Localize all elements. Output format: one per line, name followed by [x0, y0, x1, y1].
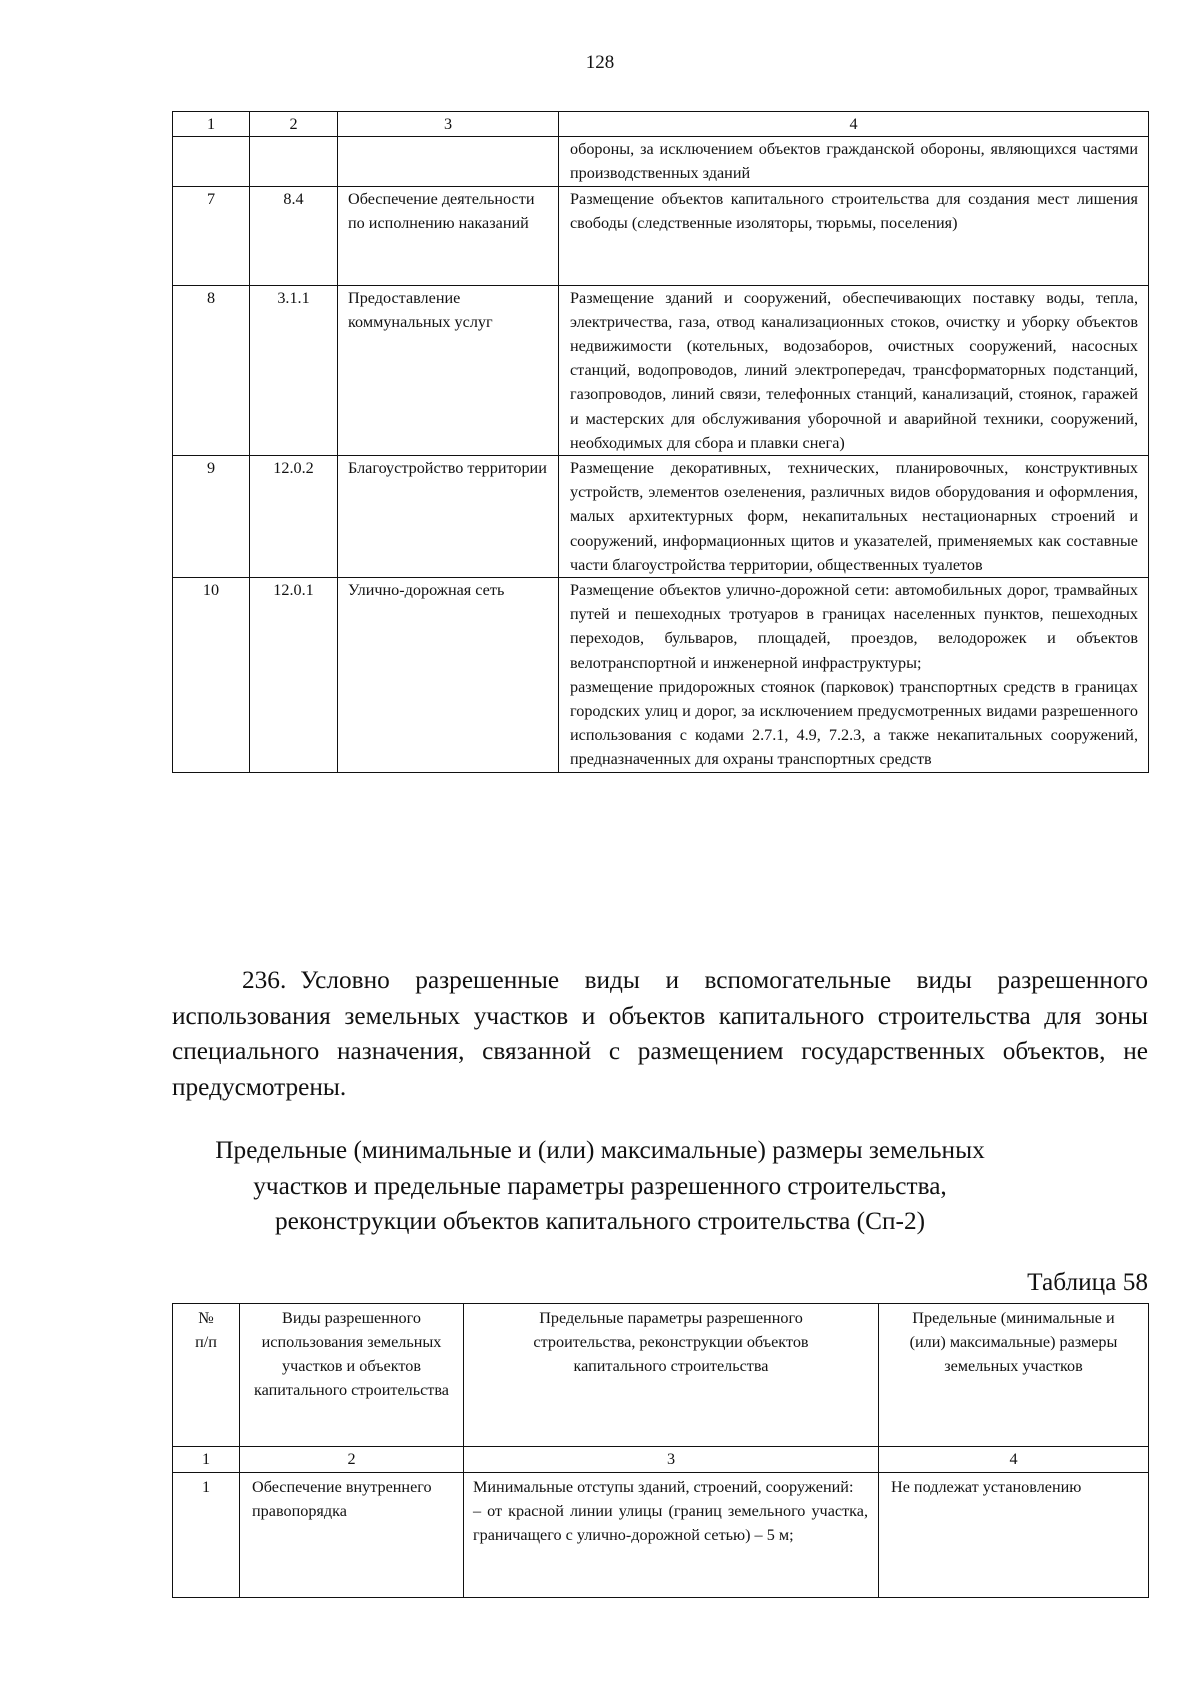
table-title-line-3: реконструкции объектов капитального строительства (Сп-2) — [274, 1207, 926, 1235]
header-number — [173, 1304, 240, 1447]
table-title — [0, 1133, 1200, 1240]
land-use-table-continued — [172, 111, 1149, 773]
row-name: Обеспечение деятельности по исполнению наказаний — [338, 186, 559, 285]
row-code — [250, 137, 338, 186]
row-code: 12.0.2 — [250, 456, 338, 578]
row-name: Предоставление коммунальных услуг — [338, 285, 559, 455]
header-use-types: Виды разрешенного использования земельных участков и объектов капитального строительства — [240, 1304, 464, 1447]
row-name: Улично-дорожная сеть — [338, 578, 559, 773]
table-row — [173, 137, 1149, 186]
header-cell-1: 1 — [173, 112, 250, 137]
row-params-line-2: – от красной линии улицы (границ земельного участка, граничащего с улично-дорожной сетью) – 5 м; — [473, 1502, 868, 1544]
column-number-2: 2 — [240, 1447, 464, 1473]
table-title-line-2: участков и предельные параметры разрешенного строительства, — [253, 1171, 947, 1200]
row-plot-sizes: Не подлежат установлению — [879, 1473, 1149, 1598]
table-number-row — [173, 1447, 1149, 1473]
row-description: обороны, за исключением объектов гражданской обороны, являющихся частями производственных зданий — [559, 137, 1149, 186]
header-number-line-1: № — [198, 1309, 214, 1327]
paragraph-236 — [172, 963, 1148, 1105]
header-cell-2: 2 — [250, 112, 338, 137]
row-description: Размещение декоративных, технических, планировочных, конструктивных устройств, элементов озеленения, различных видов оборудования и оформления, малых архитектурных форм, некапитальных нестационарных строений и сооружений, информационных щитов и указателей, применяемых как составные части благоустройства территории, общественных туалетов — [559, 456, 1149, 578]
row-description: Размещение объектов капитального строительства для создания мест лишения свободы (следственные изоляторы, тюрьмы, поселения) — [559, 186, 1149, 285]
row-number: 1 — [173, 1473, 240, 1598]
row-number: 8 — [173, 285, 250, 455]
row-description — [559, 578, 1149, 773]
row-description-part-2: размещение придорожных стоянок (парковок) транспортных средств в границах городских улиц и дорог, за исключением предусмотренных видами разрешенного использования с кодами 2.7.1, 4.9, 7.2.3, а также некапитальных сооружений, предназначенных для охраны транспортных средств — [570, 677, 1138, 769]
row-description: Размещение зданий и сооружений, обеспечивающих поставку воды, тепла, электричества, газа, отвод канализационных стоков, очистку и уборку объектов недвижимости (котельных, водозаборов, очистных сооружений, насосных станций, водопроводов, линий электропередач, трансформаторных подстанций, газопроводов, линий связи, телефонных станций, канализаций, стоянок, гаражей и мастерских для обслуживания уборочной и аварийной техники, сооружений, необходимых для сбора и плавки снега) — [559, 285, 1149, 455]
header-cell-3: 3 — [338, 112, 559, 137]
row-code: 12.0.1 — [250, 578, 338, 773]
row-number — [173, 137, 250, 186]
table-title-line-1: Предельные (минимальные и (или) максимальные) размеры земельных — [215, 1136, 985, 1164]
table-row — [173, 186, 1149, 285]
row-number: 10 — [173, 578, 250, 773]
row-name — [338, 137, 559, 186]
table-row — [173, 1473, 1149, 1598]
row-params-line-1: Минимальные отступы зданий, строений, сооружений: — [473, 1478, 854, 1496]
table-row — [173, 456, 1149, 578]
row-number: 9 — [173, 456, 250, 578]
row-code: 3.1.1 — [250, 285, 338, 455]
header-construction-params: Предельные параметры разрешенного строительства, реконструкции объектов капитального строительства — [464, 1304, 879, 1447]
limits-table — [172, 1303, 1149, 1598]
header-number-line-2: п/п — [195, 1333, 217, 1351]
table-row — [173, 578, 1149, 773]
paragraph-number: 236. — [242, 966, 287, 994]
row-code: 8.4 — [250, 186, 338, 285]
row-number: 7 — [173, 186, 250, 285]
table-row — [173, 285, 1149, 455]
table-header-row — [173, 112, 1149, 137]
page-number: 128 — [585, 52, 615, 73]
row-description-part-1: Размещение объектов улично-дорожной сети: автомобильных дорог, трамвайных путей и пешеходных тротуаров в границах населенных пунктов, пешеходных переходов, бульваров, площадей, проездов, велодорожек и объектов велотранспортной и инженерной инфраструктуры; — [570, 581, 1138, 672]
row-params — [464, 1473, 879, 1598]
row-use-type: Обеспечение внутреннего правопорядка — [240, 1473, 464, 1598]
header-cell-4: 4 — [559, 112, 1149, 137]
table-header-row — [173, 1304, 1149, 1447]
row-name: Благоустройство территории — [338, 456, 559, 578]
paragraph-text: Условно разрешенные виды и вспомогательные виды разрешенного использования земельных участков и объектов капитального строительства для зоны специального назначения, связанной с размещением государственных объектов, не предусмотрены. — [172, 966, 1148, 1101]
column-number-1: 1 — [173, 1447, 240, 1473]
column-number-4: 4 — [879, 1447, 1149, 1473]
table-caption: Таблица 58 — [1027, 1268, 1148, 1296]
header-plot-sizes: Предельные (минимальные и (или) максимальные) размеры земельных участков — [879, 1304, 1149, 1447]
column-number-3: 3 — [464, 1447, 879, 1473]
